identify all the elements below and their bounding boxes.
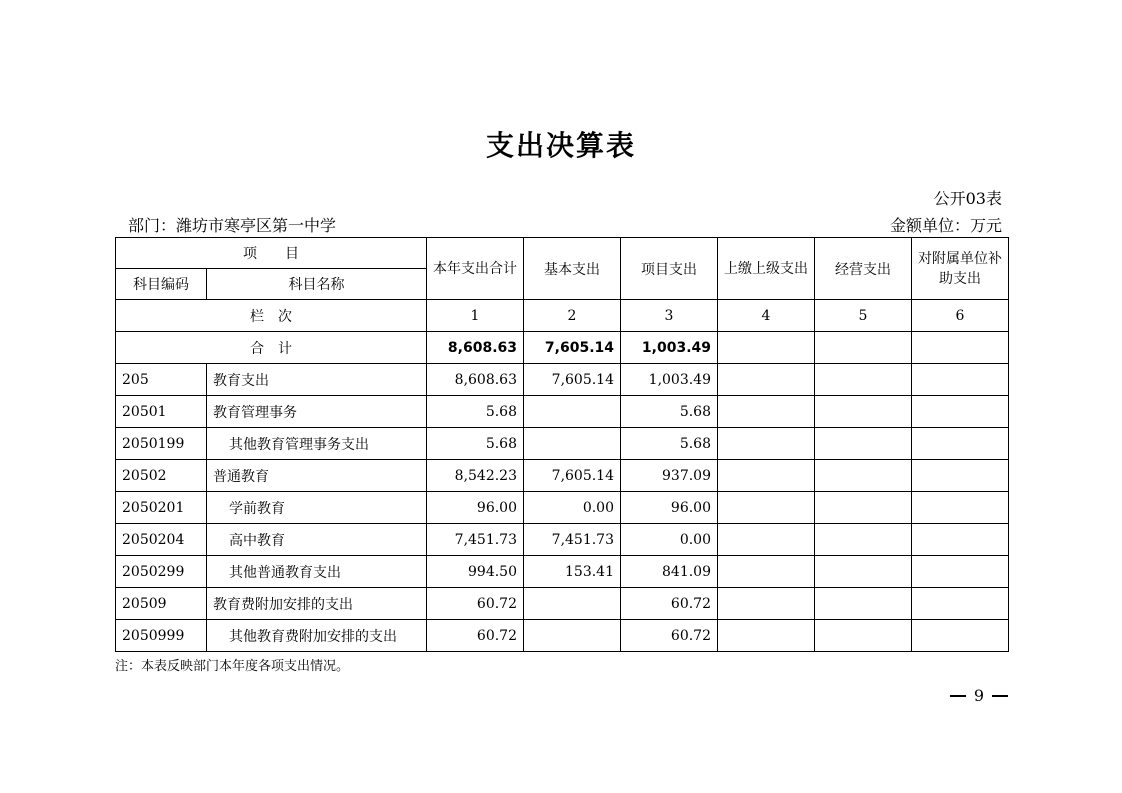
subject-code: 2050201 [116, 492, 207, 524]
column-index-5: 5 [815, 300, 912, 332]
value-operating [815, 396, 912, 428]
value-total: 7,451.73 [427, 524, 524, 556]
value-total: 994.50 [427, 556, 524, 588]
subject-name: 其他普通教育支出 [207, 556, 427, 588]
total-value-5 [815, 332, 912, 364]
value-remit [718, 588, 815, 620]
value-operating [815, 620, 912, 652]
header-project-expenditure: 项目支出 [621, 238, 718, 300]
subject-name: 学前教育 [207, 492, 427, 524]
expenditure-table [115, 237, 1009, 652]
subject-code: 205 [116, 364, 207, 396]
subject-code: 20509 [116, 588, 207, 620]
column-index-row [116, 300, 1009, 332]
value-remit [718, 396, 815, 428]
value-subsidy [912, 428, 1009, 460]
value-remit [718, 524, 815, 556]
value-basic [524, 620, 621, 652]
value-project: 5.68 [621, 396, 718, 428]
subject-name: 其他教育费附加安排的支出 [207, 620, 427, 652]
value-total: 8,542.23 [427, 460, 524, 492]
value-operating [815, 588, 912, 620]
subject-name: 其他教育管理事务支出 [207, 428, 427, 460]
header-operating-expenditure: 经营支出 [815, 238, 912, 300]
value-basic [524, 588, 621, 620]
table-row [116, 460, 1009, 492]
value-total: 5.68 [427, 428, 524, 460]
value-total: 8,608.63 [427, 364, 524, 396]
value-remit [718, 556, 815, 588]
column-index-3: 3 [621, 300, 718, 332]
subject-name: 普通教育 [207, 460, 427, 492]
total-value-1: 8,608.63 [427, 332, 524, 364]
value-subsidy [912, 588, 1009, 620]
subject-code: 2050999 [116, 620, 207, 652]
total-value-6 [912, 332, 1009, 364]
value-operating [815, 460, 912, 492]
value-project: 5.68 [621, 428, 718, 460]
table-row [116, 588, 1009, 620]
value-basic: 7,605.14 [524, 364, 621, 396]
subject-code: 2050199 [116, 428, 207, 460]
value-operating [815, 364, 912, 396]
value-basic: 153.41 [524, 556, 621, 588]
value-basic: 7,605.14 [524, 460, 621, 492]
header-project: 项 目 [116, 238, 427, 269]
value-subsidy [912, 524, 1009, 556]
value-project: 0.00 [621, 524, 718, 556]
value-remit [718, 460, 815, 492]
value-project: 937.09 [621, 460, 718, 492]
total-row [116, 332, 1009, 364]
header-row-1 [116, 238, 1009, 269]
header-subject-name: 科目名称 [207, 269, 427, 300]
value-total: 60.72 [427, 620, 524, 652]
value-subsidy [912, 556, 1009, 588]
table-row [116, 620, 1009, 652]
table-row [116, 396, 1009, 428]
value-remit [718, 620, 815, 652]
value-basic [524, 428, 621, 460]
column-index-label: 栏 次 [116, 300, 427, 332]
value-project: 60.72 [621, 620, 718, 652]
value-project: 96.00 [621, 492, 718, 524]
value-operating [815, 556, 912, 588]
table-row [116, 428, 1009, 460]
subject-code: 2050204 [116, 524, 207, 556]
subject-name: 高中教育 [207, 524, 427, 556]
value-basic [524, 396, 621, 428]
subject-code: 20502 [116, 460, 207, 492]
header-total-expenditure: 本年支出合计 [427, 238, 524, 300]
value-subsidy [912, 364, 1009, 396]
value-subsidy [912, 620, 1009, 652]
subject-name: 教育费附加安排的支出 [207, 588, 427, 620]
subject-code: 2050299 [116, 556, 207, 588]
value-total: 96.00 [427, 492, 524, 524]
column-index-1: 1 [427, 300, 524, 332]
value-project: 841.09 [621, 556, 718, 588]
table-row [116, 492, 1009, 524]
amount-unit-label: 金额单位：万元 [889, 216, 1002, 235]
value-operating [815, 492, 912, 524]
dash-decoration [992, 695, 1008, 697]
value-total: 5.68 [427, 396, 524, 428]
dash-decoration [950, 695, 966, 697]
value-remit [718, 364, 815, 396]
subject-name: 教育支出 [207, 364, 427, 396]
subject-code: 20501 [116, 396, 207, 428]
page-number [950, 686, 1008, 705]
department-label: 部门：潍坊市寒亭区第一中学 [128, 216, 337, 235]
column-index-2: 2 [524, 300, 621, 332]
subject-name: 教育管理事务 [207, 396, 427, 428]
total-value-3: 1,003.49 [621, 332, 718, 364]
form-number: 公开03表 [933, 189, 1002, 208]
value-basic: 7,451.73 [524, 524, 621, 556]
value-project: 1,003.49 [621, 364, 718, 396]
total-label: 合 计 [116, 332, 427, 364]
page-number-value: 9 [973, 686, 984, 705]
value-operating [815, 524, 912, 556]
column-index-4: 4 [718, 300, 815, 332]
value-basic: 0.00 [524, 492, 621, 524]
total-value-4 [718, 332, 815, 364]
table-row [116, 524, 1009, 556]
value-total: 60.72 [427, 588, 524, 620]
value-remit [718, 492, 815, 524]
value-operating [815, 428, 912, 460]
table-row [116, 364, 1009, 396]
page-title: 支出决算表 [485, 129, 636, 162]
value-remit [718, 428, 815, 460]
value-subsidy [912, 396, 1009, 428]
header-subsidiary-subsidy: 对附属单位补助支出 [912, 238, 1009, 300]
table-row [116, 556, 1009, 588]
table-note: 注：本表反映部门本年度各项支出情况。 [115, 659, 350, 674]
header-remit-superior: 上缴上级支出 [718, 238, 815, 300]
value-subsidy [912, 492, 1009, 524]
total-value-2: 7,605.14 [524, 332, 621, 364]
value-subsidy [912, 460, 1009, 492]
column-index-6: 6 [912, 300, 1009, 332]
header-basic-expenditure: 基本支出 [524, 238, 621, 300]
value-project: 60.72 [621, 588, 718, 620]
header-subject-code: 科目编码 [116, 269, 207, 300]
